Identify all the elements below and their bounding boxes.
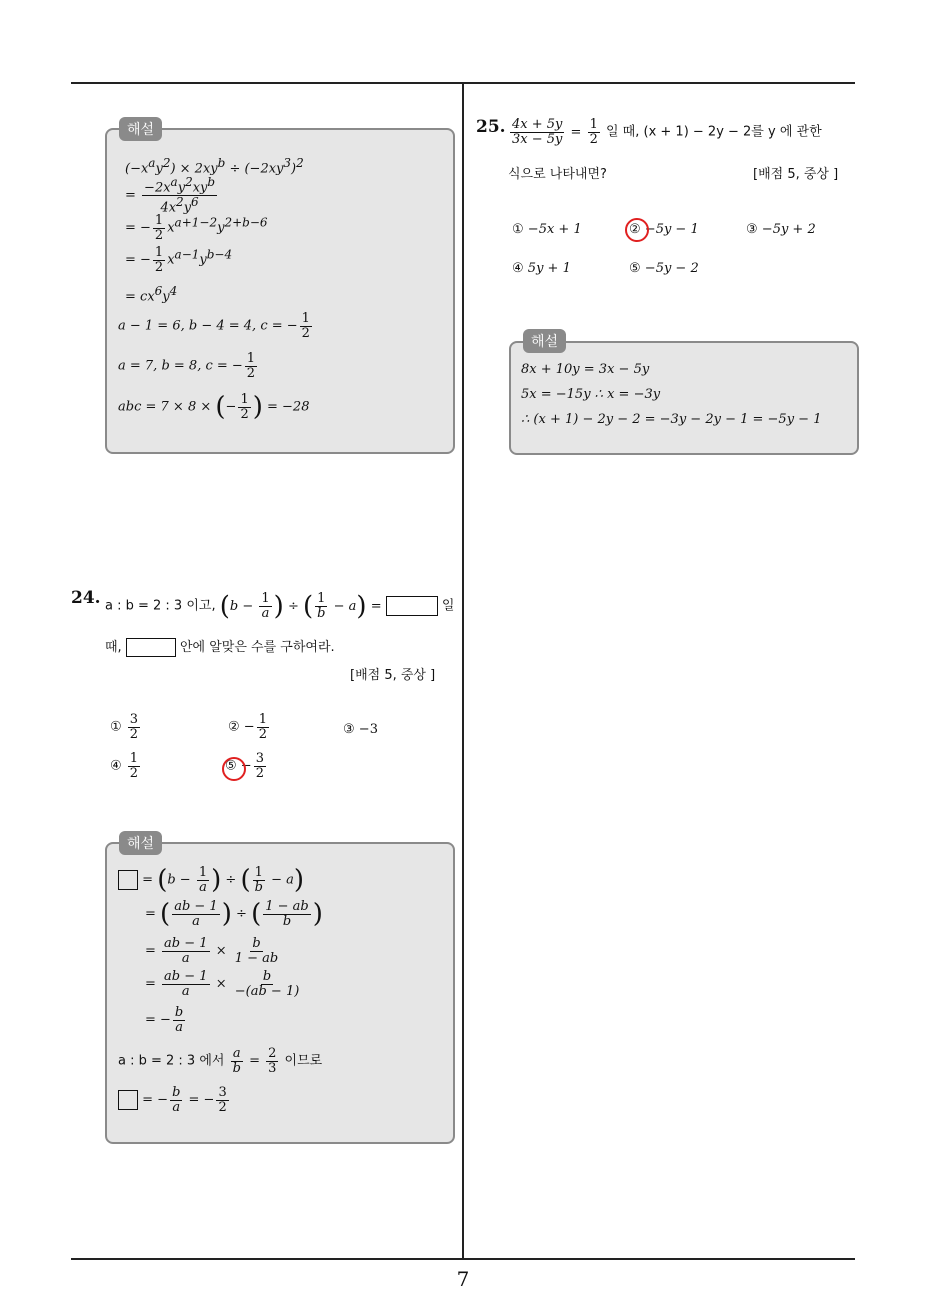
q24-option-1-top: 3 bbox=[129, 712, 139, 727]
q24-sol-line-3: = $\frac{ab - 1}{a}$ × $\frac{b}{1 - ab}$ bbox=[145, 936, 279, 966]
q24-sol-box-1 bbox=[118, 870, 138, 890]
q23-line-3: abc = 7 × 8 × (− $\frac{1}{2}$ ) = −28 bbox=[118, 392, 310, 423]
q25-option-3-num: ③ bbox=[746, 222, 758, 237]
q24-text1-pre: a : b = 2 : 3 이고, bbox=[105, 598, 216, 614]
q25-answer-circle-mark bbox=[625, 218, 649, 242]
q23-expr-5: = $cx^6y^4$ bbox=[125, 284, 178, 305]
q24-option-5-den: 2 bbox=[255, 765, 264, 781]
q24-option-2[interactable] bbox=[228, 713, 271, 741]
q24-sol-line-2: = ( $\frac{ab - 1}{a}$ ) ÷ ( $\frac{1 - ab}{b}$ ) bbox=[145, 899, 323, 930]
q24-sol-final: = − $\frac{b}{a}$ = − $\frac{3}{2}$ bbox=[118, 1086, 231, 1114]
q24-option-5-top: 3 bbox=[255, 751, 264, 766]
q25-text-line2: 식으로 나타내면? bbox=[508, 167, 607, 182]
q25-option-3-value: −5y + 2 bbox=[761, 222, 816, 237]
q25-option-4-value: 5y + 1 bbox=[527, 261, 571, 276]
q24-number: 24. bbox=[71, 588, 101, 608]
q25-number: 25. bbox=[476, 117, 506, 137]
q24-sol-ratio-post: 이므로 bbox=[284, 1053, 323, 1069]
q24-option-4-num: ④ bbox=[110, 758, 122, 774]
q24-text2-pre: 때, bbox=[105, 640, 122, 655]
q25-option-3[interactable] bbox=[746, 222, 816, 237]
q25-score: [배점 5, 중상 ] bbox=[753, 167, 839, 182]
q24-option-3-value: −3 bbox=[358, 722, 378, 737]
q23-line-3-text: abc = 7 × 8 × bbox=[118, 399, 212, 415]
q23-line-1-text: a − 1 = 6, b − 4 = 4, c = − bbox=[118, 318, 298, 334]
q24-option-4-den: 2 bbox=[129, 765, 139, 781]
q25-option-2-num: ② bbox=[629, 222, 641, 237]
q25-option-4[interactable] bbox=[512, 261, 571, 276]
q23-solution-tag: 해설 bbox=[119, 117, 162, 141]
q25-option-2-value: −5y − 1 bbox=[644, 222, 699, 237]
q23-line-1: a − 1 = 6, b − 4 = 4, c = − $\frac{1}{2}$ bbox=[118, 311, 310, 341]
q24-score: [배점 5, 중상 ] bbox=[350, 668, 436, 683]
bottom-rule bbox=[71, 1258, 855, 1260]
q23-line-3-result: = −28 bbox=[267, 399, 310, 415]
q24-answer-box bbox=[386, 596, 438, 616]
q23-expr-1: $(-x^ay^2) \times 2xy^b \div (-2xy^3)^2$ bbox=[125, 156, 304, 177]
q24-sol-box-2 bbox=[118, 1090, 138, 1110]
q25-sol-line-3: ∴ (x + 1) − 2y − 2 = −3y − 2y − 1 = −5y − 1 bbox=[521, 412, 822, 427]
q25-option-5-value: −5y − 2 bbox=[644, 261, 699, 276]
q25-option-5[interactable] bbox=[629, 261, 699, 276]
q24-option-2-num: ② bbox=[228, 719, 240, 735]
q25-solution-tag: 해설 bbox=[523, 329, 566, 353]
q24-sol-line-1: = (b − $\frac{1}{a}$ ) ÷ ( $\frac{1}{b}$ − a) bbox=[118, 866, 304, 894]
q24-option-2-den: 2 bbox=[258, 726, 267, 742]
q24-option-5-sign: − bbox=[240, 758, 252, 774]
q24-option-1-num: ① bbox=[110, 719, 122, 735]
q24-option-4-top: 1 bbox=[129, 751, 139, 766]
q25-text1-post: 일 때, (x + 1) − 2y − 2를 y 에 관한 bbox=[605, 124, 822, 140]
q25-option-4-num: ④ bbox=[512, 261, 524, 276]
q24-solution-tag: 해설 bbox=[119, 831, 162, 855]
q24-option-2-sign: − bbox=[243, 719, 255, 735]
q24-sol-ratio: a : b = 2 : 3 에서 $\frac{a}{b}$ = $\frac{2}{3}$ 이므로 bbox=[118, 1046, 323, 1076]
q24-option-1-den: 2 bbox=[129, 726, 139, 742]
q24-sol-line-5: = − $\frac{b}{a}$ bbox=[145, 1005, 184, 1035]
q24-answer-circle-mark bbox=[222, 757, 246, 781]
q24-option-3-num: ③ bbox=[343, 722, 355, 737]
q25-option-1[interactable] bbox=[512, 222, 582, 237]
q25-sol-line-1: 8x + 10y = 3x − 5y bbox=[521, 362, 650, 377]
q25-option-1-value: −5x + 1 bbox=[527, 222, 582, 237]
q24-text2-post: 안에 알맞은 수를 구하여라. bbox=[179, 640, 335, 655]
q23-expr-4: = − $\frac{1}{2}$ $x^{a-1}y^{b-4}$ bbox=[125, 245, 233, 275]
q25-text-line1: $\frac{4x + 5y}{3x - 5y}$ = $\frac{1}{2}$ 일 때, (x + 1) − 2y − 2를 y 에 관한 bbox=[512, 117, 822, 147]
q23-expr-2: = $\frac{-2x^ay^2xy^b}{4x^2y^6}$ bbox=[125, 175, 216, 216]
q24-option-5-num: ⑤ bbox=[225, 758, 237, 774]
q23-line-2-text: a = 7, b = 8, c = − bbox=[118, 358, 243, 374]
q24-option-2-top: 1 bbox=[258, 712, 267, 727]
q25-sol-line-2: 5x = −15y ∴ x = −3y bbox=[521, 387, 661, 402]
q24-option-3[interactable] bbox=[343, 722, 378, 737]
q24-text1-post: 일 bbox=[441, 598, 455, 614]
page-number: 7 bbox=[456, 1267, 470, 1291]
q24-sol-ratio-text: a : b = 2 : 3 에서 bbox=[118, 1053, 225, 1069]
q23-expr-3: = − $\frac{1}{2}$ $x^{a+1-2}y^{2+b-6}$ bbox=[125, 213, 268, 243]
q24-option-1[interactable] bbox=[110, 713, 142, 741]
q25-option-1-num: ① bbox=[512, 222, 524, 237]
q23-line-2: a = 7, b = 8, c = − $\frac{1}{2}$ bbox=[118, 351, 256, 381]
q24-option-4[interactable] bbox=[110, 752, 142, 780]
q24-blank-box bbox=[126, 638, 176, 657]
column-divider bbox=[462, 84, 464, 1259]
q24-text-line2 bbox=[105, 636, 335, 657]
q25-option-5-num: ⑤ bbox=[629, 261, 641, 276]
q24-sol-line-4: = $\frac{ab - 1}{a}$ × $\frac{b}{-(ab - 1)}$ bbox=[145, 969, 300, 999]
q24-text-line1: a : b = 2 : 3 이고, (b − $\frac{1}{a}$ ) ÷ ( $\frac{1}{b}$ − a) = 일 bbox=[105, 591, 455, 622]
